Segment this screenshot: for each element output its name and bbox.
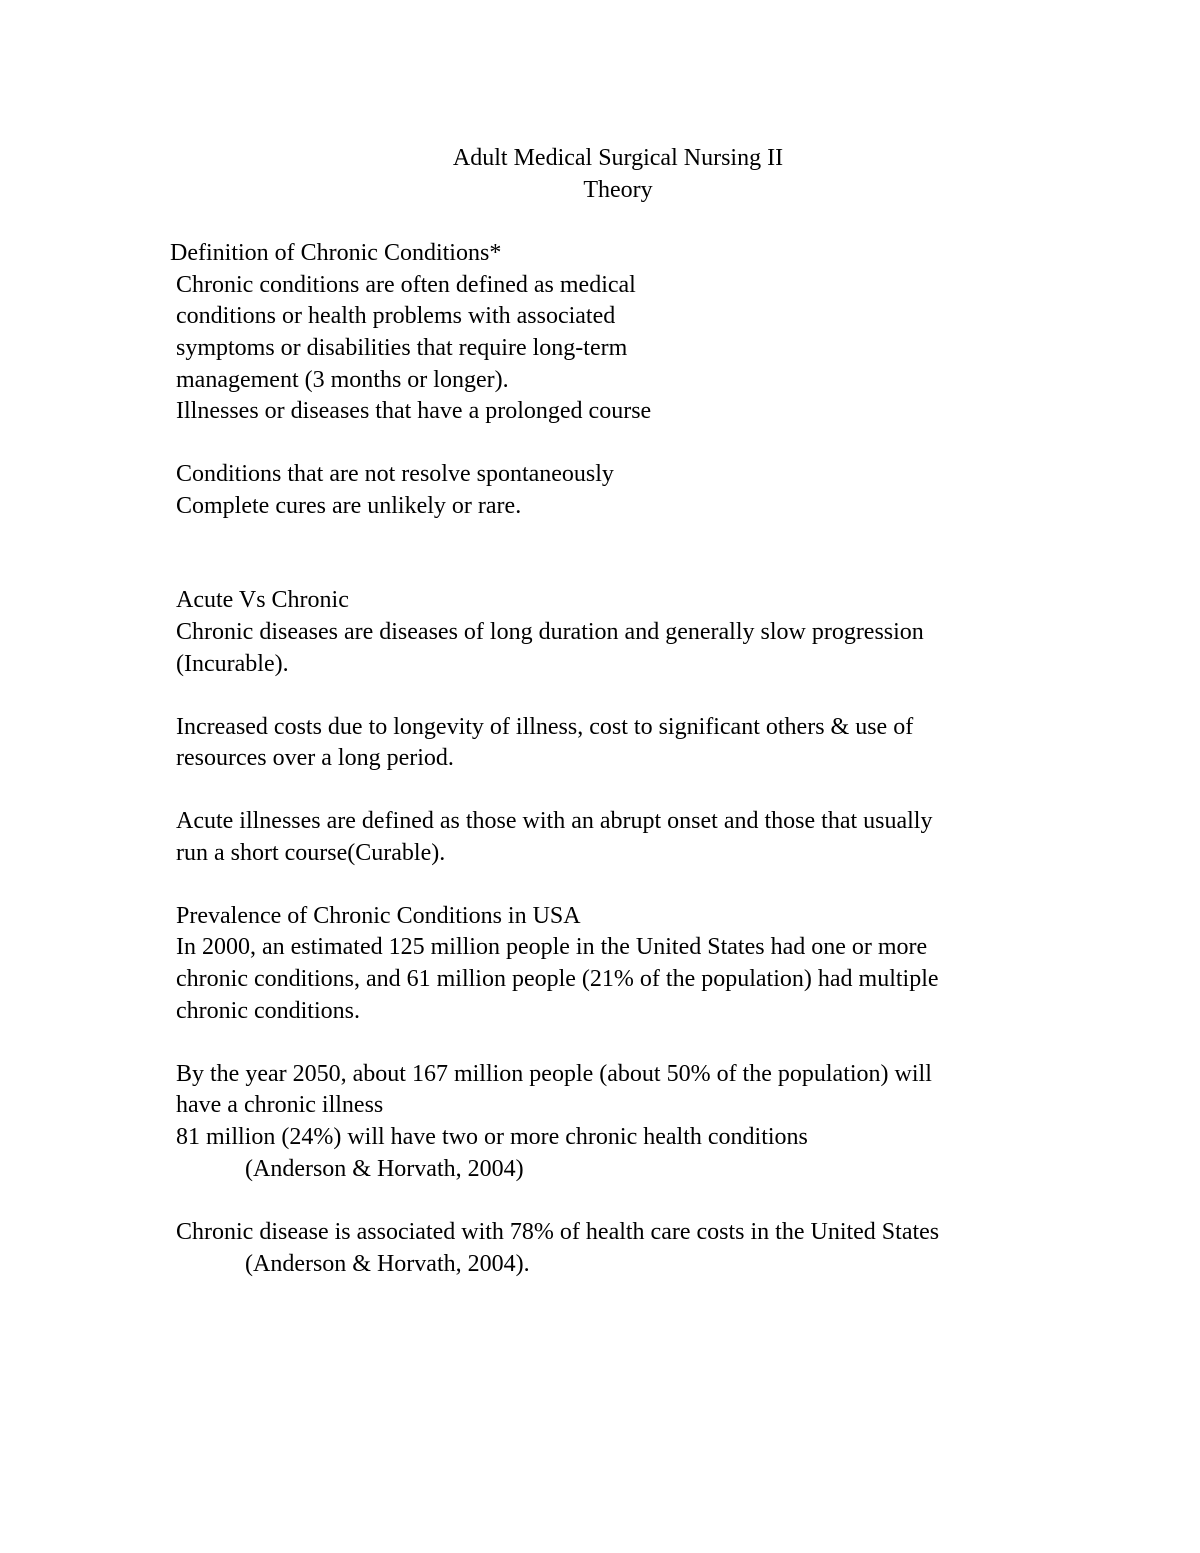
paragraph-line: Chronic disease is associated with 78% of health care costs in the United States [176, 1219, 940, 1245]
definition-line: Chronic conditions are often defined as medical [176, 272, 636, 298]
paragraph-line: In 2000, an estimated 125 million people in the United States had one or more [176, 934, 928, 960]
document-subtitle: Theory [583, 177, 653, 203]
definition-line: symptoms or disabilities that require long-term [176, 335, 628, 361]
paragraph-line: run a short course(Curable). [176, 840, 446, 866]
paragraph-line: Acute illnesses are defined as those with an abrupt onset and those that usually [176, 808, 933, 834]
definition-line: Complete cures are unlikely or rare. [176, 493, 522, 519]
definition-line: management (3 months or longer). [176, 367, 509, 393]
paragraph-line: have a chronic illness [176, 1092, 384, 1118]
definition-line: conditions or health problems with associated [176, 303, 616, 329]
definition-line: Conditions that are not resolve spontaneously [176, 461, 614, 487]
citation: (Anderson & Horvath, 2004). [245, 1251, 530, 1277]
definition-heading: Definition of Chronic Conditions* [170, 240, 502, 266]
acute-vs-chronic-heading: Acute Vs Chronic [176, 587, 349, 613]
paragraph-line: chronic conditions, and 61 million people (21% of the population) had multiple [176, 966, 939, 992]
paragraph-line: chronic conditions. [176, 998, 360, 1024]
paragraph-line: Chronic diseases are diseases of long duration and generally slow progression [176, 619, 924, 645]
paragraph-line: resources over a long period. [176, 745, 454, 771]
prevalence-heading: Prevalence of Chronic Conditions in USA [176, 903, 581, 929]
paragraph-line: Increased costs due to longevity of illness, cost to significant others & use of [176, 714, 914, 740]
paragraph-line: 81 million (24%) will have two or more chronic health conditions [176, 1124, 808, 1150]
citation: (Anderson & Horvath, 2004) [245, 1156, 524, 1182]
definition-line: Illnesses or diseases that have a prolonged course [176, 398, 652, 424]
document-title: Adult Medical Surgical Nursing II [452, 145, 784, 171]
paragraph-line: (Incurable). [176, 651, 289, 677]
paragraph-line: By the year 2050, about 167 million people (about 50% of the population) will [176, 1061, 932, 1087]
